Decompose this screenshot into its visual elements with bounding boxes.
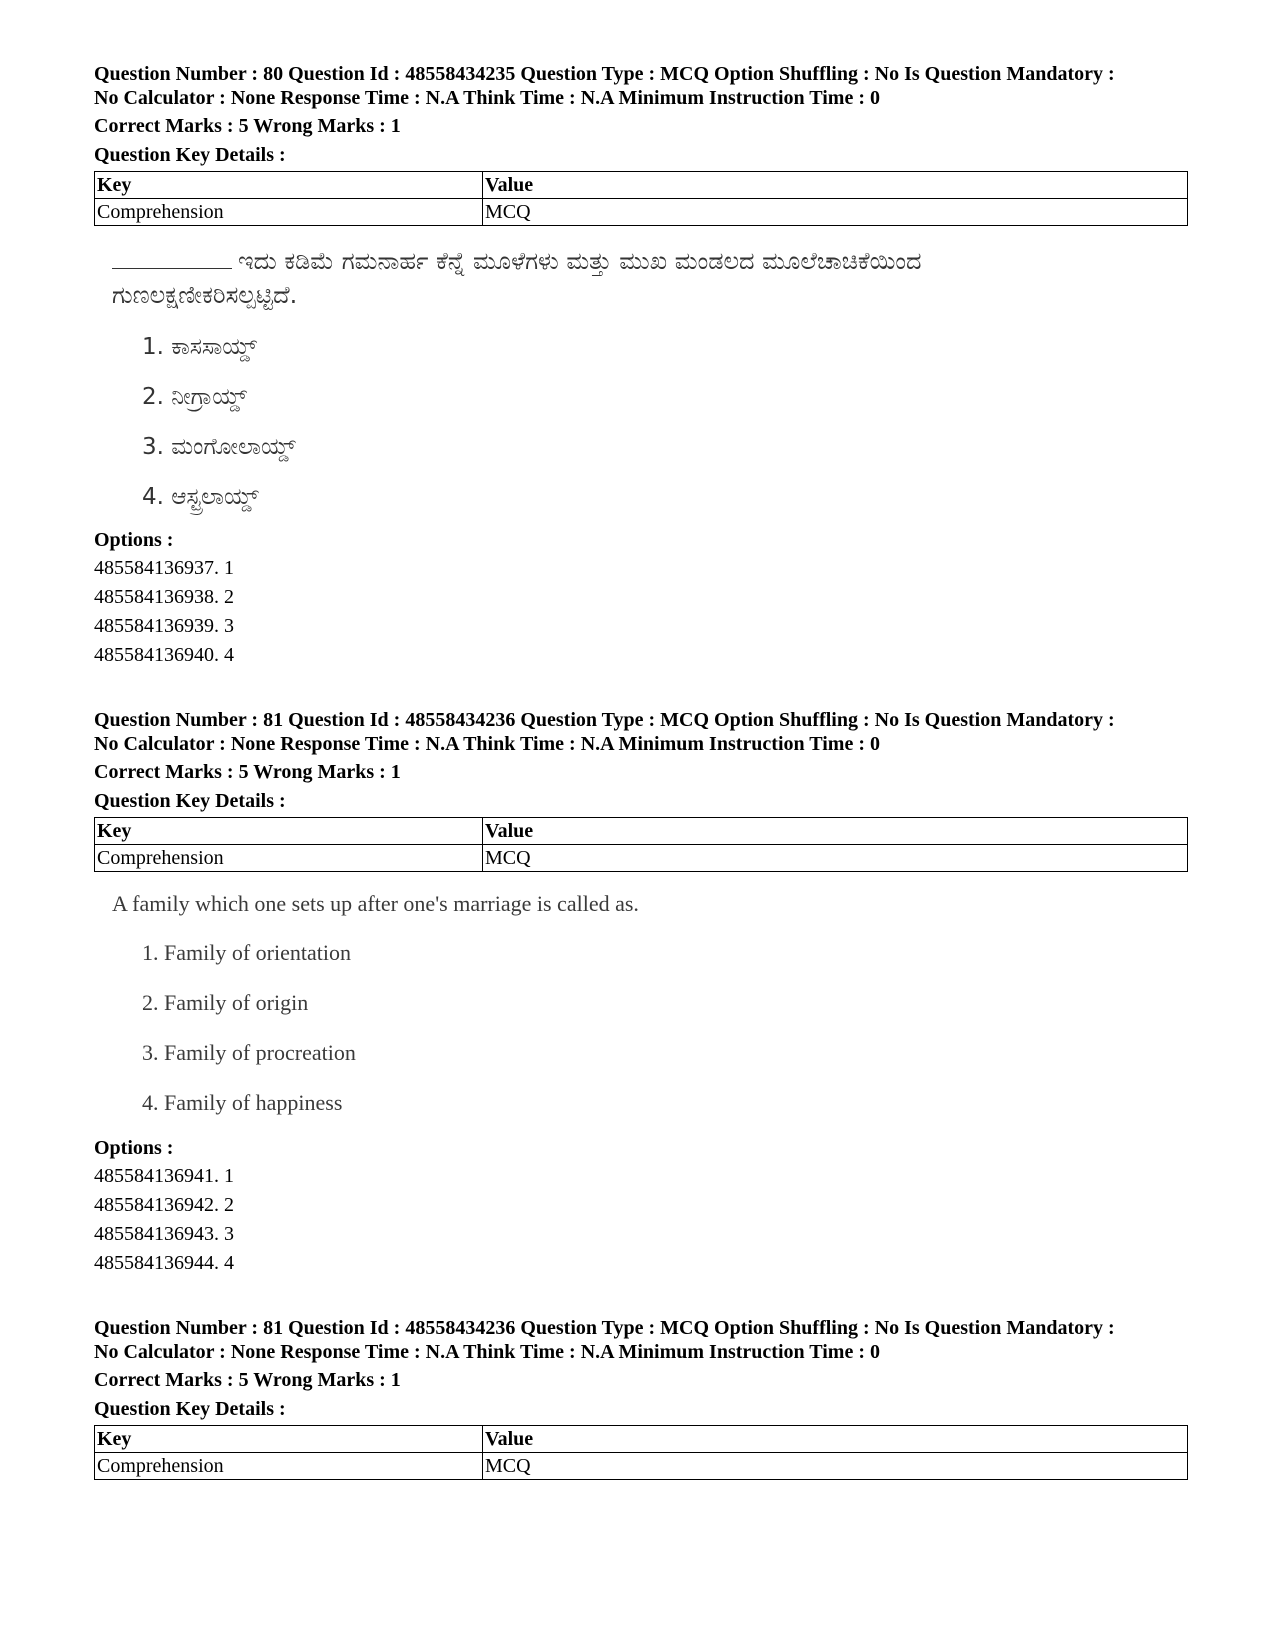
choice-item: 3. Family of procreation — [142, 1040, 356, 1065]
table-row — [95, 199, 1188, 226]
header-line-2: No Calculator : None Response Time : N.A Think Time : N.A Minimum Instruction Time : 0 — [94, 87, 880, 109]
table-header-key: Key — [95, 1426, 483, 1453]
choice-item: 2. Family of origin — [142, 990, 309, 1015]
table-header-row — [95, 1426, 1188, 1453]
table-header-row — [95, 818, 1188, 845]
question-image — [94, 890, 1189, 1116]
marks-line: Correct Marks : 5 Wrong Marks : 1 — [94, 115, 401, 137]
question-block-81-repeat — [94, 1316, 1189, 1480]
question-block-81 — [94, 708, 1189, 1278]
table-cell-value: MCQ — [483, 199, 1188, 226]
header-line-2: No Calculator : None Response Time : N.A Think Time : N.A Minimum Instruction Time : 0 — [94, 733, 880, 755]
table-header-row — [95, 172, 1188, 199]
choice-item: 4. ಆಸ್ಟ್ರಲಾಯ್ಡ್ — [142, 484, 259, 510]
table-cell-key: Comprehension — [95, 845, 483, 872]
key-value-table — [94, 1425, 1188, 1480]
choice-item: 2. ನೀಗ್ರಾಯ್ಡ್ — [142, 384, 247, 410]
choice-item: 1. ಕಾಸಸಾಯ್ಡ್ — [142, 334, 257, 360]
choice-item: 1. Family of orientation — [142, 940, 351, 965]
key-value-table — [94, 171, 1188, 226]
option-item: 485584136937. 1 — [94, 557, 234, 579]
table-row — [95, 845, 1188, 872]
question-block-80 — [94, 62, 1189, 670]
option-item: 485584136941. 1 — [94, 1165, 234, 1187]
option-item: 485584136938. 2 — [94, 586, 234, 608]
question-header — [94, 1316, 1189, 1364]
header-line-2: No Calculator : None Response Time : N.A Think Time : N.A Minimum Instruction Time : 0 — [94, 1341, 880, 1363]
table-header-value: Value — [483, 1426, 1188, 1453]
table-header-key: Key — [95, 818, 483, 845]
key-details-label: Question Key Details : — [94, 144, 286, 166]
question-header — [94, 708, 1189, 756]
question-text-line-2: ಗುಣಲಕ್ಷಣೀಕರಿಸಲ್ಪಟ್ಟಿದೆ. — [112, 281, 298, 309]
question-text — [112, 244, 1189, 312]
key-value-table — [94, 817, 1188, 872]
key-details-label: Question Key Details : — [94, 790, 286, 812]
table-cell-value: MCQ — [483, 845, 1188, 872]
option-item: 485584136940. 4 — [94, 644, 234, 666]
choice-item: 4. Family of happiness — [142, 1090, 343, 1115]
header-line-1: Question Number : 81 Question Id : 48558434236 Question Type : MCQ Option Shuffling : No Is Question Mandatory : — [94, 1317, 1115, 1339]
header-line-1: Question Number : 80 Question Id : 48558434235 Question Type : MCQ Option Shuffling : No Is Question Mandatory : — [94, 63, 1115, 85]
table-header-value: Value — [483, 172, 1188, 199]
option-item: 485584136943. 3 — [94, 1223, 234, 1245]
key-details-label: Question Key Details : — [94, 1398, 286, 1420]
marks-line: Correct Marks : 5 Wrong Marks : 1 — [94, 1369, 401, 1391]
fill-blank-line — [112, 246, 232, 269]
header-line-1: Question Number : 81 Question Id : 48558434236 Question Type : MCQ Option Shuffling : No Is Question Mandatory : — [94, 709, 1115, 731]
table-header-key: Key — [95, 172, 483, 199]
options-label: Options : — [94, 1137, 174, 1159]
table-row — [95, 1453, 1188, 1480]
question-text-line-1: ಇದು ಕಡಿಮೆ ಗಮನಾರ್ಹ ಕೆನ್ನೆ ಮೂಳೆಗಳು ಮತ್ತು ಮುಖ ಮಂಡಲದ ಮೂಲೆಚಾಚಿಕೆಯಿಂದ — [238, 247, 922, 275]
option-item: 485584136939. 3 — [94, 615, 234, 637]
option-item: 485584136942. 2 — [94, 1194, 234, 1216]
table-cell-key: Comprehension — [95, 1453, 483, 1480]
table-header-value: Value — [483, 818, 1188, 845]
question-image — [94, 244, 1189, 510]
marks-line: Correct Marks : 5 Wrong Marks : 1 — [94, 761, 401, 783]
question-header — [94, 62, 1189, 110]
table-cell-key: Comprehension — [95, 199, 483, 226]
document-page — [94, 62, 1189, 1480]
options-label: Options : — [94, 529, 174, 551]
choice-item: 3. ಮಂಗೋಲಾಯ್ಡ್ — [142, 434, 296, 460]
table-cell-value: MCQ — [483, 1453, 1188, 1480]
option-item: 485584136944. 4 — [94, 1252, 234, 1274]
question-text: A family which one sets up after one's marriage is called as. — [112, 891, 639, 916]
